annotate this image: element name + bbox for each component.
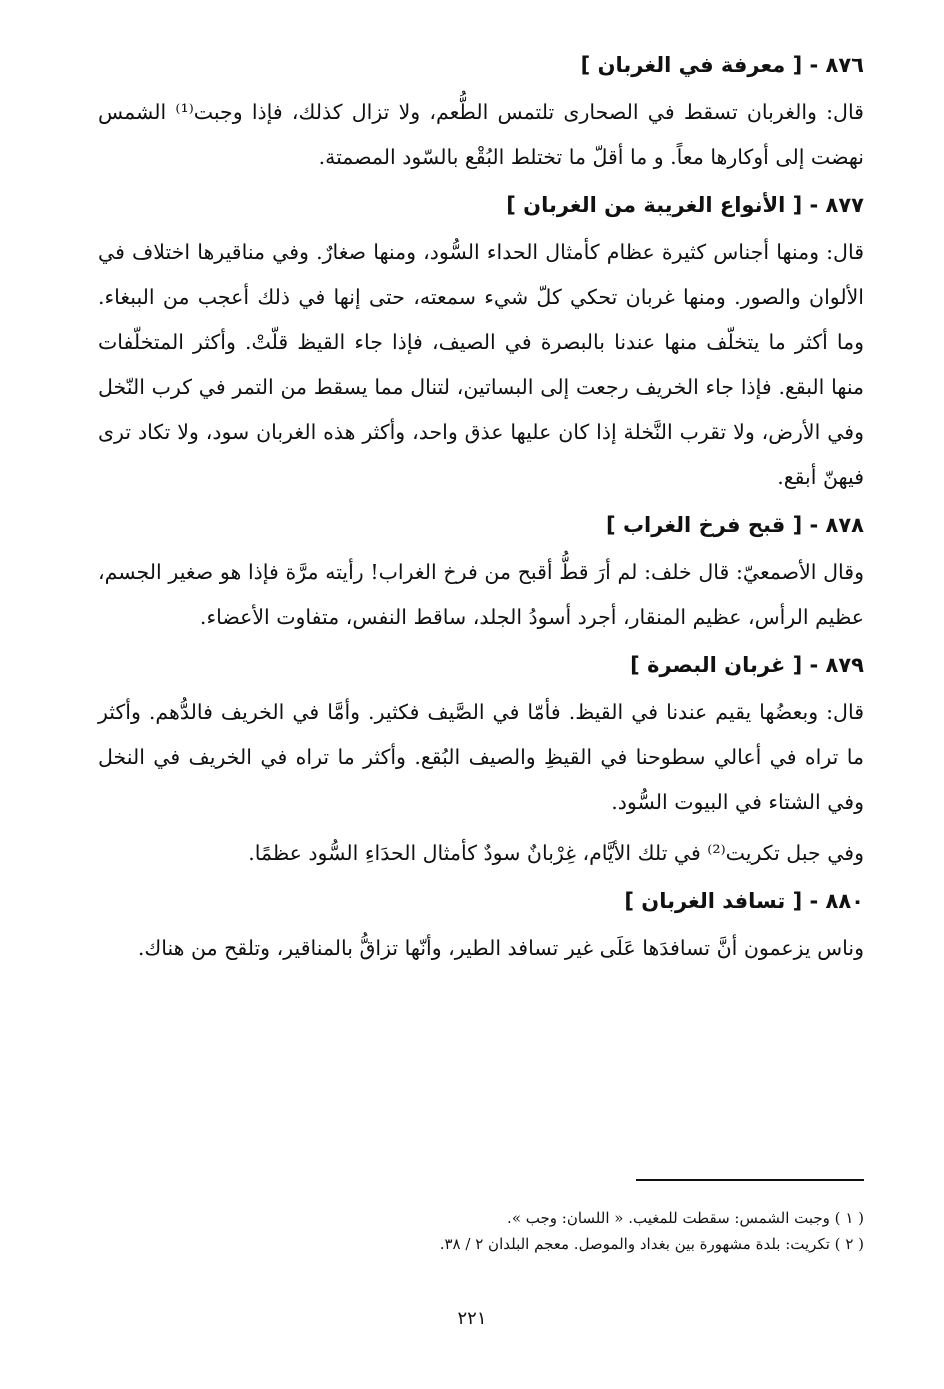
footnotes [164,1205,864,1257]
section-heading: ٨٧٩ - [ غربان البصرة ] [630,653,864,677]
footnote-2: ( ٢ ) تكريت: بلدة مشهورة بين بغداد والموصل. معجم البلدان ٢ / ٣٨. [439,1235,864,1253]
paragraph: قال: والغربان تسقط في الصحارى تلتمس الطُّعم، ولا تزال كذلك، فإذا وجبت⁽¹⁾ الشمس نهضت إلى أوكارها معاً. و ما أقلّ ما تختلط البُقْع بالسّود المصمتة. [98,100,864,169]
page-body [98,50,864,981]
paragraph: وفي جبل تكريت⁽²⁾ في تلك الأيَّام، غِرْبانٌ سودٌ كأمثال الحدَاءِ السُّود عظمًا. [248,841,864,865]
page-number: ٢٢١ [457,1308,487,1329]
paragraph: وقال الأصمعيّ: قال خلف: لم أرَ قطُّ أقبح من فرخ الغراب! رأيته مرَّة فإذا هو صغير الجسم، عظيم الرأس، عظيم المنقار، أجرد أسودُ الجلد، ساقط النفس، متفاوت الأعضاء. [98,560,864,629]
footnote-separator [636,1179,864,1181]
section-heading: ٨٧٦ - [ معرفة في الغربان ] [580,53,864,77]
section-880 [98,886,864,971]
section-878 [98,510,864,640]
section-879 [98,650,864,876]
section-876 [98,50,864,180]
section-877 [98,190,864,500]
section-heading: ٨٧٨ - [ قبح فرخ الغراب ] [606,513,864,537]
paragraph: قال: وبعضُها يقيم عندنا في القيظ. فأمّا في الصَّيف فكثير. وأمَّا في الخريف فالدُّهم. وأكثر ما تراه في أعالي سطوحنا في القيظِ والصيف البُقع. وأكثر ما تراه في الخريف في النخل وفي الشتاء في البيوت السُّود. [98,700,864,814]
section-heading: ٨٧٧ - [ الأنواع الغريبة من الغربان ] [506,193,864,217]
paragraph: قال: ومنها أجناس كثيرة عظام كأمثال الحداء السُّود، ومنها صغارٌ. وفي مناقيرها اختلاف في الألوان والصور. ومنها غربان تحكي كلّ شيء سمعته، حتى إنها في ذلك أعجب من الببغاء. وما أكثر ما يتخلّف منها عندنا بالبصرة في الصيف، فإذا جاء القيظ قلّتْ. وأكثر المتخلّفات منها البقع. فإذا جاء الخريف رجعت إلى البساتين، لتنال مما يسقط من التمر في كرب النّخل وفي الأرض، ولا تقرب النَّخلة إذا كان عليها عذق واحد، وأكثر هذه الغربان سود، ولا تكاد ترى فيهنّ أبقع. [98,240,864,489]
paragraph: وناس يزعمون أنَّ تسافدَها عَلَى غير تسافد الطير، وأنّها تزاقُّ بالمناقير، وتلقح من هناك. [137,936,864,960]
section-heading: ٨٨٠ - [ تسافد الغربان ] [624,889,864,913]
footnote-1: ( ١ ) وجبت الشمس: سقطت للمغيب. « اللسان: وجب ». [507,1209,864,1227]
